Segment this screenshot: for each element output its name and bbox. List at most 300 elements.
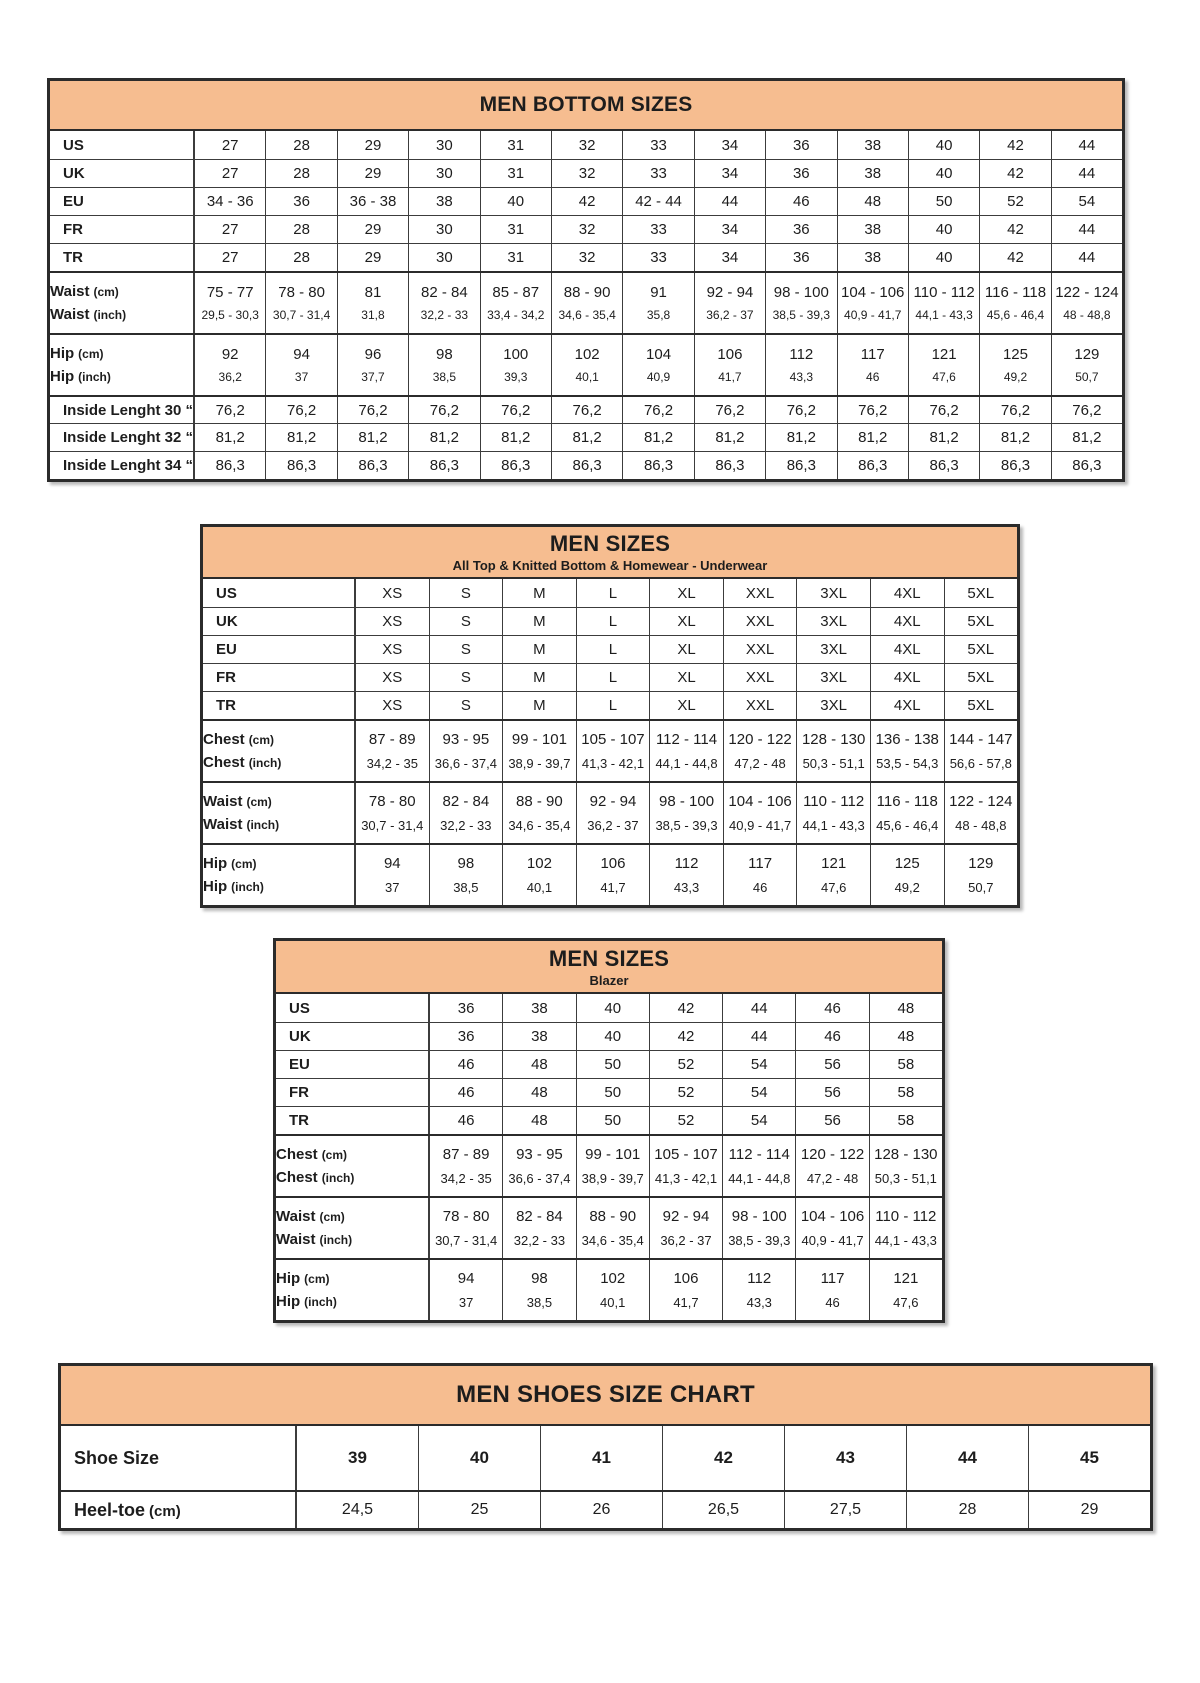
table-row	[50, 243, 1122, 271]
row-label-text: Hip	[203, 878, 228, 896]
value-cm: 110 - 112	[803, 793, 865, 811]
value-cell: 38	[408, 188, 479, 215]
value-cell: 86,3	[979, 452, 1050, 479]
row-label-unit: (cm)	[248, 732, 275, 747]
row-label-line	[50, 368, 111, 385]
row-label-text: Inside Lenght 32 “	[63, 429, 194, 446]
row-label-text: UK	[216, 613, 238, 630]
row-label-line	[276, 1208, 345, 1225]
table-title: MEN SIZES	[549, 531, 671, 556]
table-subtitle: All Top & Knitted Bottom & Homewear - Underwear	[452, 558, 768, 573]
table-row	[203, 691, 1017, 719]
row-label-line	[203, 754, 281, 771]
row-label-unit: (inch)	[246, 818, 280, 833]
value-cell	[869, 1136, 942, 1196]
value-cell: 40	[576, 1023, 649, 1050]
value-cm: 117	[820, 1270, 845, 1288]
value-cell: XL	[649, 636, 723, 663]
row-label-unit: (inch)	[321, 1171, 355, 1186]
table-row	[203, 579, 1017, 607]
value-cell: 48	[502, 1107, 575, 1134]
value-cell: XXL	[723, 608, 797, 635]
table-title: MEN SHOES SIZE CHART	[456, 1381, 755, 1408]
value-cell	[502, 1198, 575, 1258]
value-inch: 47,2 - 48	[734, 755, 786, 771]
row-label-line	[74, 1448, 159, 1469]
value-cell: 42	[649, 994, 722, 1022]
value-cell: M	[502, 608, 576, 635]
row-label-unit: (cm)	[321, 1147, 348, 1162]
row-label-line	[63, 457, 193, 474]
value-cm: 88 - 90	[589, 1208, 637, 1226]
value-cell: XS	[382, 641, 403, 658]
value-cell: 38	[502, 994, 575, 1022]
value-cell: 33	[622, 160, 693, 187]
value-cell	[429, 783, 503, 843]
value-cell: XXL	[723, 579, 797, 607]
value-cm: 100	[503, 345, 529, 363]
row-label-line	[289, 1084, 309, 1101]
value-cell: 4XL	[870, 608, 944, 635]
value-cell	[796, 721, 870, 781]
table-title-band	[61, 1366, 1150, 1426]
value-cell	[723, 845, 797, 905]
value-cell: 43	[784, 1426, 906, 1490]
row-label	[50, 216, 195, 243]
value-cm: 82 - 84	[442, 793, 490, 811]
value-cm: 94	[457, 1270, 475, 1288]
value-cm: 129	[968, 855, 994, 873]
value-cell	[869, 1260, 942, 1320]
value-cell: 58	[869, 1107, 942, 1134]
value-cell	[429, 721, 503, 781]
value-cell: XXL	[723, 692, 797, 719]
row-label-text: Hip	[203, 854, 228, 872]
value-cm: 121	[893, 1270, 919, 1288]
value-cell: 39	[348, 1448, 367, 1467]
value-cell	[765, 273, 836, 333]
value-cell: 50	[576, 1079, 649, 1106]
value-cell: 34	[694, 216, 765, 243]
row-label-line	[289, 1112, 309, 1129]
value-cell	[722, 1136, 795, 1196]
value-inch: 38,9 - 39,7	[581, 1170, 644, 1186]
value-cell: 44	[1051, 160, 1122, 187]
row-label-line	[203, 855, 257, 872]
row-label-text: Hip	[50, 344, 75, 362]
row-label-line	[276, 1231, 352, 1248]
row-label-text: EU	[63, 193, 84, 210]
value-inch: 38,5 - 39,3	[728, 1232, 791, 1248]
table-row	[276, 1196, 942, 1258]
value-cell: 34 - 36	[206, 193, 254, 210]
value-cell: 34	[694, 244, 765, 271]
value-cell: 52	[649, 1107, 722, 1134]
value-cell: 32	[551, 216, 622, 243]
value-cell: 27	[221, 165, 239, 182]
value-inch: 35,8	[646, 308, 671, 323]
value-cell	[356, 721, 429, 781]
value-cell: XL	[649, 608, 723, 635]
table-row	[276, 1050, 942, 1078]
value-inch: 37	[294, 370, 309, 385]
row-label-line	[74, 1500, 181, 1521]
value-cell: XS	[382, 584, 403, 602]
table-subtitle: Blazer	[589, 972, 629, 988]
row-label-text: US	[289, 999, 310, 1017]
row-label-text: UK	[289, 1028, 311, 1045]
value-cm: 98 - 100	[659, 793, 715, 811]
value-cell: XXL	[723, 664, 797, 691]
value-cell: 42 - 44	[622, 188, 693, 215]
value-inch: 36,2 - 37	[660, 1232, 712, 1248]
value-cell: 40	[908, 216, 979, 243]
row-label-text: Hip	[276, 1269, 301, 1287]
value-cell: 29	[1028, 1492, 1150, 1528]
value-inch: 38,5 - 39,3	[772, 308, 830, 323]
value-cell: 40	[480, 188, 551, 215]
row-label-text: US	[216, 584, 237, 602]
value-cell: 34	[694, 131, 765, 159]
value-cell	[430, 1198, 502, 1258]
value-cell	[870, 845, 944, 905]
value-cell	[796, 783, 870, 843]
value-cell	[337, 335, 408, 395]
value-cell: 86,3	[337, 452, 408, 479]
value-inch: 49,2	[1003, 370, 1028, 385]
value-cell: 3XL	[796, 636, 870, 663]
value-inch: 43,3	[789, 370, 813, 385]
row-label-line	[203, 731, 274, 748]
value-cell: 86,3	[837, 452, 908, 479]
value-cell	[979, 273, 1050, 333]
value-cell	[576, 845, 650, 905]
value-cell: 46	[457, 1112, 475, 1129]
value-cell: 81,2	[694, 424, 765, 451]
value-cell	[694, 335, 765, 395]
value-cell: 5XL	[944, 608, 1018, 635]
value-cm: 104 - 106	[841, 283, 905, 301]
value-cell: L	[576, 636, 650, 663]
row-label	[203, 608, 356, 635]
row-label-unit: (cm)	[246, 794, 272, 809]
value-cell: M	[502, 636, 576, 663]
value-cm: 116 - 118	[984, 283, 1047, 301]
value-cm: 98	[531, 1270, 548, 1288]
row-label-line	[63, 402, 193, 419]
value-cell: 50	[908, 188, 979, 215]
row-label-line	[216, 641, 237, 658]
row-label	[50, 424, 195, 451]
table-row	[276, 994, 942, 1022]
value-cell	[795, 1260, 868, 1320]
table-row	[203, 607, 1017, 635]
value-cm: 99 - 101	[585, 1146, 641, 1164]
row-label-text: Inside Lenght 34 “	[63, 457, 194, 474]
value-cell: 81,2	[837, 424, 908, 451]
row-label-text: UK	[63, 165, 85, 182]
value-inch: 29,5 - 30,3	[201, 308, 259, 323]
value-cm: 78 - 80	[368, 793, 416, 811]
value-cell: 44	[722, 994, 795, 1022]
table-men-sizes-blazer	[273, 938, 945, 1323]
value-cm: 87 - 89	[368, 731, 416, 749]
value-inch: 38,9 - 39,7	[508, 755, 571, 771]
row-label-line	[276, 1169, 354, 1186]
value-cell: 50	[576, 1051, 649, 1078]
value-cell: 58	[869, 1051, 942, 1078]
value-cell	[649, 1198, 722, 1258]
value-cell: 76,2	[1051, 397, 1122, 423]
value-cell: 31	[480, 160, 551, 187]
value-cm: 98 - 100	[731, 1208, 787, 1226]
value-cm: 75 - 77	[206, 283, 254, 301]
row-label-text: Shoe Size	[74, 1447, 160, 1468]
value-cm: 125	[1002, 345, 1028, 363]
value-cell: 40	[908, 131, 979, 159]
value-inch: 32,2 - 33	[513, 1232, 566, 1248]
value-cell: 52	[649, 1079, 722, 1106]
value-inch: 36,2	[218, 370, 242, 385]
value-cell: 30	[408, 216, 479, 243]
value-cell: 38	[837, 216, 908, 243]
value-inch: 44,1 - 44,8	[655, 755, 718, 771]
value-cell	[576, 1136, 649, 1196]
value-cell: 24,5	[341, 1501, 374, 1518]
value-cell: 25	[418, 1492, 540, 1528]
row-label-line	[216, 697, 236, 714]
row-label-unit: (inch)	[319, 1233, 353, 1248]
table-row	[61, 1426, 1150, 1490]
value-cm: 105 - 107	[581, 731, 645, 749]
row-label	[276, 1079, 430, 1106]
value-cell	[837, 335, 908, 395]
value-inch: 41,7	[718, 370, 742, 385]
value-inch: 44,1 - 44,8	[728, 1170, 791, 1186]
value-cm: 99 - 101	[511, 731, 567, 749]
row-label-line	[276, 1270, 330, 1287]
value-inch: 30,7 - 31,4	[361, 817, 424, 833]
row-label-text: Chest	[203, 754, 245, 772]
value-cell	[265, 273, 336, 333]
value-cell: 46	[795, 994, 868, 1022]
value-cell	[551, 335, 622, 395]
value-cell	[649, 783, 723, 843]
value-cell: 48	[502, 1051, 575, 1078]
value-inch: 37,7	[361, 370, 385, 385]
value-cm: 91	[650, 283, 667, 301]
table-row	[203, 663, 1017, 691]
row-label-line	[63, 165, 85, 182]
value-cell: 52	[979, 188, 1050, 215]
value-cell: 36	[765, 131, 836, 159]
value-cell: 44	[906, 1426, 1028, 1490]
row-label	[61, 1492, 297, 1528]
value-cell: 31	[480, 216, 551, 243]
value-cell	[979, 335, 1050, 395]
row-label	[203, 783, 356, 843]
table-row	[203, 635, 1017, 663]
value-cell: 46	[795, 1023, 868, 1050]
value-inch: 34,2 - 35	[440, 1170, 492, 1186]
value-inch: 50,7	[968, 879, 994, 895]
value-cm: 112	[789, 345, 814, 363]
row-label-line	[50, 345, 104, 362]
table-row	[276, 1258, 942, 1320]
value-inch: 36,6 - 37,4	[508, 1170, 571, 1186]
value-cell: 44	[694, 188, 765, 215]
row-label-text: Heel-toe	[74, 1499, 146, 1520]
value-inch: 45,6 - 46,4	[876, 817, 939, 833]
value-cm: 78 - 80	[278, 283, 325, 301]
value-inch: 40,1	[526, 879, 553, 895]
row-label-text: Waist	[276, 1231, 316, 1249]
row-label-text: Chest	[276, 1169, 318, 1187]
value-inch: 36,2 - 37	[706, 308, 754, 323]
row-label-text: Waist	[203, 792, 243, 810]
value-cell	[869, 1198, 942, 1258]
value-cm: 128 - 130	[801, 731, 866, 749]
table-men-shoes-size-chart	[58, 1363, 1153, 1531]
value-cell	[649, 845, 723, 905]
value-inch: 40,1	[575, 370, 599, 385]
value-cell: 4XL	[870, 664, 944, 691]
value-inch: 37	[385, 879, 400, 895]
value-inch: 47,6	[821, 879, 847, 895]
value-cell	[480, 273, 551, 333]
table-title: MEN BOTTOM SIZES	[479, 93, 693, 116]
value-cell	[1051, 273, 1122, 333]
value-cm: 144 - 147	[949, 731, 1013, 749]
value-cm: 112	[674, 855, 699, 873]
value-cell: 31	[480, 131, 551, 159]
value-cell: 30	[408, 131, 479, 159]
value-cm: 104 - 106	[728, 793, 792, 811]
value-cell: 56	[795, 1051, 868, 1078]
value-cell: 76,2	[694, 397, 765, 423]
value-inch: 43,3	[746, 1294, 772, 1310]
value-cell: 5XL	[944, 692, 1018, 719]
value-cell: 76,2	[979, 397, 1050, 423]
value-cell: 81,2	[265, 424, 336, 451]
value-cell: 42	[662, 1426, 784, 1490]
row-label-unit: (cm)	[304, 1271, 330, 1286]
row-label-unit: (inch)	[231, 880, 264, 895]
row-label	[50, 397, 195, 423]
value-inch: 53,5 - 54,3	[876, 755, 939, 771]
value-cell: 76,2	[215, 401, 245, 419]
value-cell: 32	[551, 131, 622, 159]
value-cell: 27	[221, 136, 239, 154]
table-row	[50, 215, 1122, 243]
value-cell	[356, 783, 429, 843]
value-cell: 29	[337, 216, 408, 243]
value-cm: 88 - 90	[563, 283, 611, 301]
value-cell	[795, 1136, 868, 1196]
row-label-text: Waist	[276, 1207, 316, 1225]
value-cell: 40	[908, 244, 979, 271]
value-cell: M	[502, 692, 576, 719]
table-row	[203, 843, 1017, 905]
value-cell: 36	[457, 1028, 475, 1045]
row-label-text: Hip	[50, 368, 75, 386]
value-cell: 30	[408, 244, 479, 271]
value-cell: 3XL	[796, 579, 870, 607]
value-cm: 85 - 87	[492, 283, 540, 301]
table-row	[276, 1134, 942, 1196]
row-label-line	[50, 283, 119, 300]
value-inch: 49,2	[894, 879, 920, 895]
value-cell: 42	[979, 160, 1050, 187]
value-cell: 30	[408, 160, 479, 187]
value-cell: 54	[1051, 188, 1122, 215]
row-label	[276, 994, 430, 1022]
value-cell: 76,2	[622, 397, 693, 423]
value-cell: 76,2	[265, 397, 336, 423]
value-inch: 40,9 - 41,7	[801, 1232, 864, 1248]
table-row	[50, 159, 1122, 187]
value-cell: 28	[906, 1492, 1028, 1528]
value-cell: 76,2	[551, 397, 622, 423]
value-cell: 42	[979, 216, 1050, 243]
value-inch: 34,6 - 35,4	[558, 308, 616, 323]
value-cell: 86,3	[408, 452, 479, 479]
value-cm: 102	[574, 345, 600, 363]
value-cell	[649, 1136, 722, 1196]
row-label-line	[203, 816, 279, 833]
row-label	[50, 335, 195, 395]
value-cell: 27,5	[784, 1492, 906, 1528]
row-label	[276, 1198, 430, 1258]
value-cell: 36	[457, 999, 475, 1017]
row-label-text: FR	[216, 669, 236, 686]
value-cell	[576, 1198, 649, 1258]
value-cell	[480, 335, 551, 395]
value-cell: 76,2	[908, 397, 979, 423]
row-label-unit: (inch)	[248, 756, 282, 771]
row-label-unit: (cm)	[319, 1209, 345, 1224]
table-title-band	[50, 81, 1122, 131]
value-cell: 29	[337, 244, 408, 271]
value-cm: 122 - 124	[949, 793, 1013, 811]
value-cell: 86,3	[694, 452, 765, 479]
value-inch: 38,5	[432, 370, 457, 385]
value-cell: 29	[337, 160, 408, 187]
table-row	[50, 333, 1122, 395]
value-cell: 48	[869, 994, 942, 1022]
row-label	[50, 244, 195, 271]
value-cell	[576, 1260, 649, 1320]
value-cell: 34	[694, 160, 765, 187]
value-inch: 36,6 - 37,4	[434, 755, 497, 771]
row-label	[276, 1136, 430, 1196]
value-cell: 54	[722, 1051, 795, 1078]
value-cm: 120 - 122	[800, 1146, 865, 1164]
value-inch: 32,2 - 33	[440, 817, 492, 833]
value-inch: 34,6 - 35,4	[581, 1232, 644, 1248]
table-men-bottom-sizes	[47, 78, 1125, 482]
value-cell: M	[502, 664, 576, 691]
size-chart-page	[0, 78, 1200, 1531]
value-cell: 40	[908, 160, 979, 187]
table-row	[203, 781, 1017, 843]
value-cell	[908, 335, 979, 395]
value-cell	[337, 273, 408, 333]
value-cell: 42	[551, 188, 622, 215]
value-cell	[870, 783, 944, 843]
value-inch: 32,2 - 33	[420, 308, 469, 323]
value-cm: 82 - 84	[516, 1208, 563, 1226]
